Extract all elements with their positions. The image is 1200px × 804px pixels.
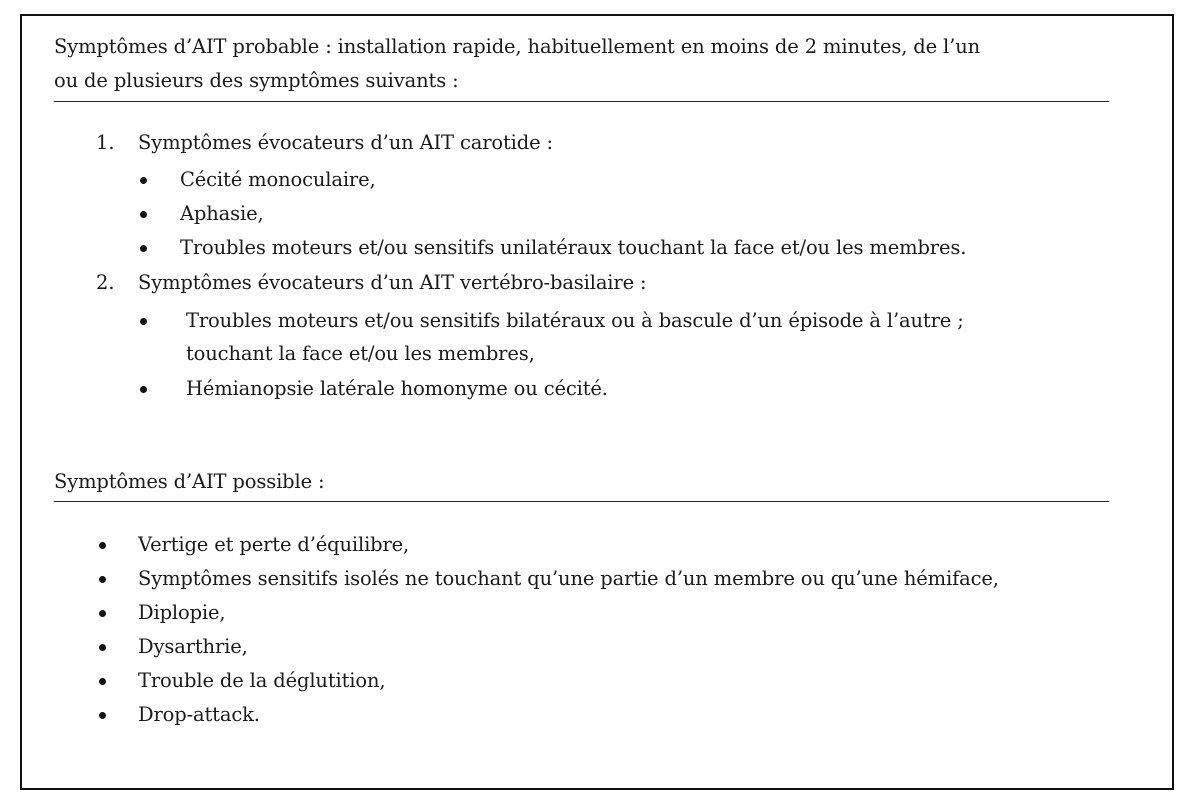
bullet-icon [140,318,147,325]
group1-item: Troubles moteurs et/ou sensitifs unilatéraux touchant la face et/ou les membres. [180,236,967,259]
possible-item: Dysarthrie, [138,635,248,658]
possible-heading-rule [54,501,1109,502]
bullet-icon [140,211,147,218]
bullet-icon [99,576,106,583]
group1-title: Symptômes évocateurs d’un AIT carotide : [138,131,553,154]
group2-item-continuation: touchant la face et/ou les membres, [186,342,535,365]
possible-item: Symptômes sensitifs isolés ne touchant qu’une partie d’un membre ou qu’une hémiface, [138,567,999,590]
probable-heading-line1: Symptômes d’AIT probable : installation rapide, habituellement en moins de 2 minutes, de l’un [54,35,981,58]
probable-heading-rule [54,101,1109,102]
group2-item: Troubles moteurs et/ou sensitifs bilatéraux ou à bascule d’un épisode à l’autre ; [186,309,964,332]
possible-item: Vertige et perte d’équilibre, [138,533,410,556]
bullet-icon [140,245,147,252]
bullet-icon [99,712,106,719]
bullet-icon [99,644,106,651]
possible-item: Diplopie, [138,601,226,624]
group1-item: Aphasie, [180,202,264,225]
possible-heading: Symptômes d’AIT possible : [54,470,325,493]
bullet-icon [99,610,106,617]
bullet-icon [99,542,106,549]
group1-item: Cécité monoculaire, [180,168,376,191]
bullet-icon [99,678,106,685]
group2-title: Symptômes évocateurs d’un AIT vertébro-basilaire : [138,271,647,294]
bullet-icon [140,386,147,393]
possible-item: Trouble de la déglutition, [138,669,386,692]
probable-heading-line2: ou de plusieurs des symptômes suivants : [54,69,459,92]
group2-item: Hémianopsie latérale homonyme ou cécité. [186,377,608,400]
group2-number: 2. [96,271,115,294]
possible-item: Drop-attack. [138,703,260,726]
bullet-icon [140,177,147,184]
group1-number: 1. [96,131,115,154]
